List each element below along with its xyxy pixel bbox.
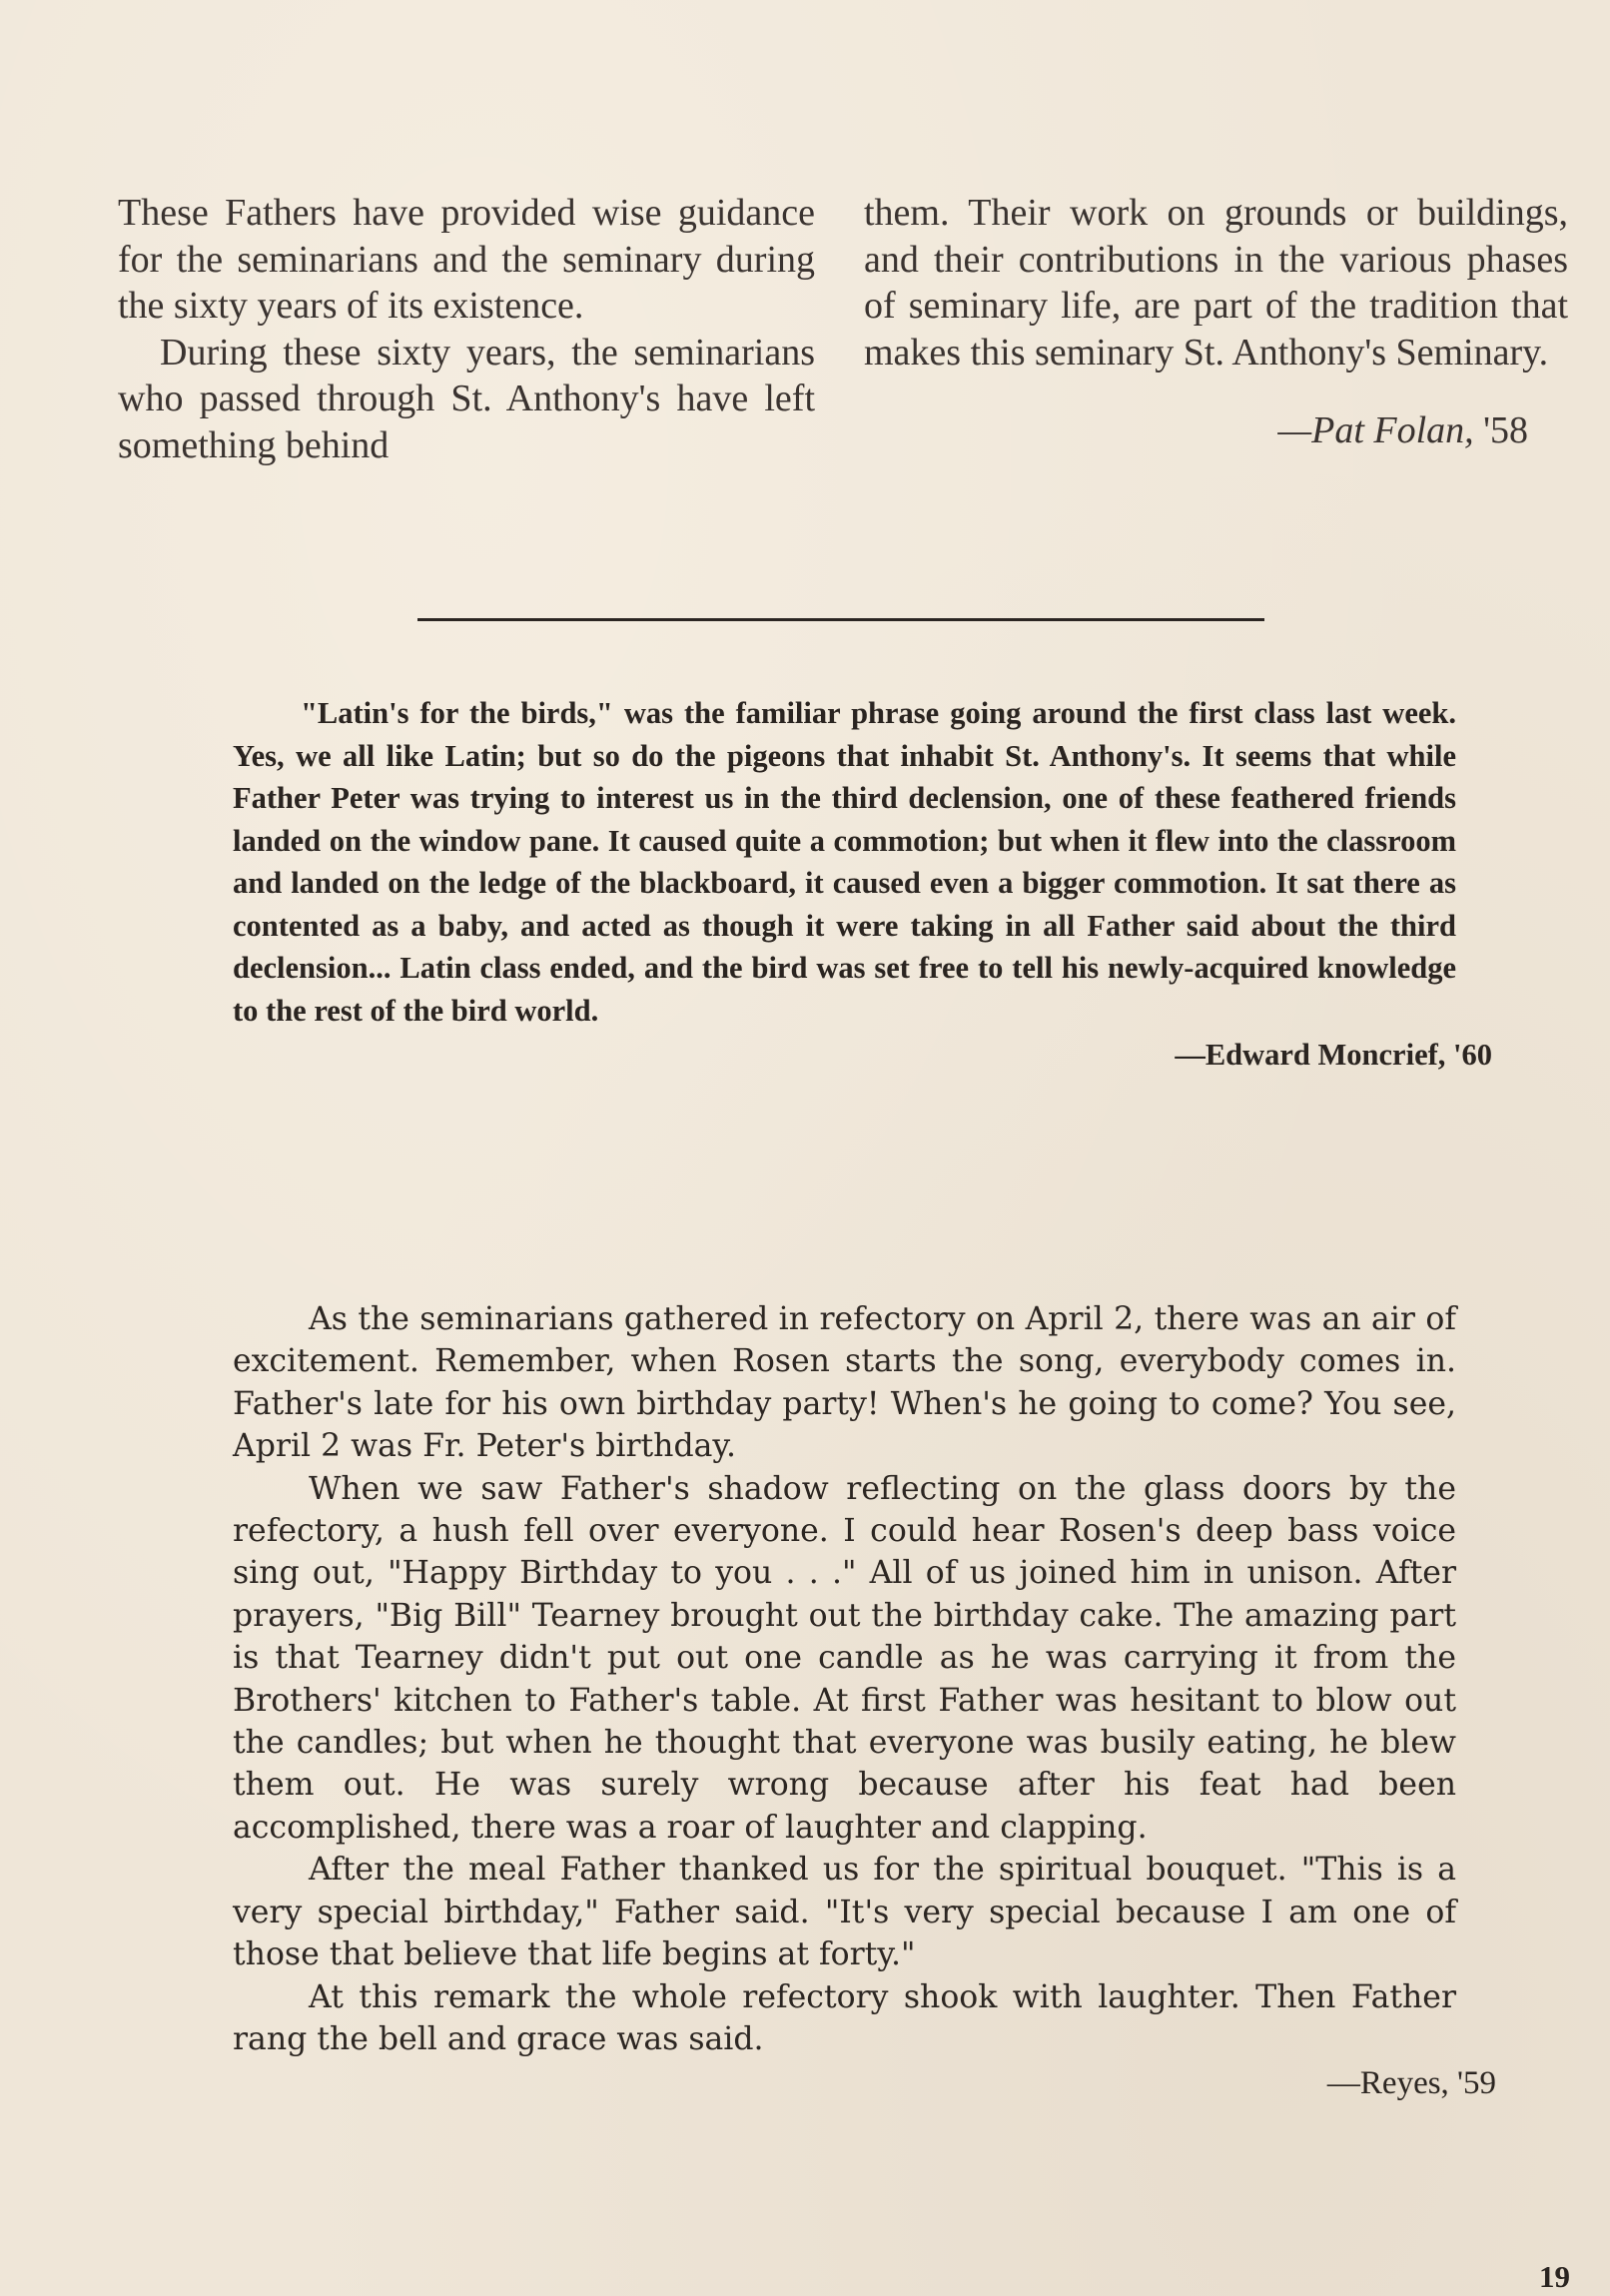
birthday-article	[233, 1298, 1496, 2105]
top-left-column	[118, 190, 815, 468]
section-divider	[417, 618, 1264, 621]
signature-year: '58	[1483, 409, 1528, 451]
birthday-paragraph-4: At this remark the whole refectory shook with laughter. Then Father rang the bell and grace was said.	[233, 1978, 1456, 2057]
birthday-paragraph-3: After the meal Father thanked us for the spiritual bouquet. "This is a very special birthday," Father said. "It's very special because I am one of those that believe that life begins at forty."	[233, 1852, 1456, 1973]
top-right-signature	[864, 407, 1568, 454]
top-left-paragraph-2: During these sixty years, the seminarians who passed through St. Anthony's have left something behind	[118, 331, 815, 466]
top-left-paragraph-1: These Fathers have provided wise guidance for the seminarians and the seminary during the sixty years of its existence.	[118, 192, 815, 327]
birthday-paragraph-2: When we saw Father's shadow reflecting on the glass doors by the refectory, a hush fell over everyone. I could hear Rosen's deep bass voice sing out, "Happy Birthday to you . . ." All of us joined him in unison. After prayers, "Big Bill" Tearney brought out the birthday cake. The amazing part is that Tearney didn't put out one candle as he was carrying it from the Brothers' kitchen to Father's table. At first Father was hesitant to blow out the candles; but when he thought that everyone was busily eating, he blew them out. He was surely wrong because after his feat had been accomplished, there was a roar of laughter and clapping.	[233, 1470, 1456, 1846]
birthday-signature: —Reyes, '59	[1326, 2065, 1496, 2102]
signature-name: —Pat Folan,	[1277, 409, 1474, 451]
latin-article-paragraph: "Latin's for the birds," was the familiar phrase going around the first class last week. Yes, we all like Latin; but so do the pigeons that inhabit St. Anthony's. It seems that while Father Peter was trying to interest us in the third declension, one of these feathered friends landed on the window pane. It caused quite a commotion; but when it flew into the classroom and landed on the ledge of the blackboard, it caused even a bigger commotion. It sat there as contented as a baby, and acted as though it were taking in all Father said about the third declension... Latin class ended, and the bird was set free to tell his newly-acquired knowledge to the rest of the bird world.	[233, 696, 1456, 1028]
latin-article	[233, 692, 1492, 1077]
page-number: 19	[1539, 2259, 1570, 2294]
latin-article-signature: —Edward Moncrief, '60	[1175, 1038, 1492, 1072]
birthday-paragraph-1: As the seminarians gathered in refectory on April 2, there was an air of excitement. Remember, when Rosen starts the song, everybody comes in. Father's late for his own birthday party! When's he going to come? You see, April 2 was Fr. Peter's birthday.	[233, 1301, 1456, 1465]
top-right-column	[864, 190, 1568, 454]
top-right-paragraph-1: them. Their work on grounds or buildings, and their contributions in the various phases of seminary life, are part of the tradition that makes this seminary St. Anthony's Seminary.	[864, 192, 1568, 374]
